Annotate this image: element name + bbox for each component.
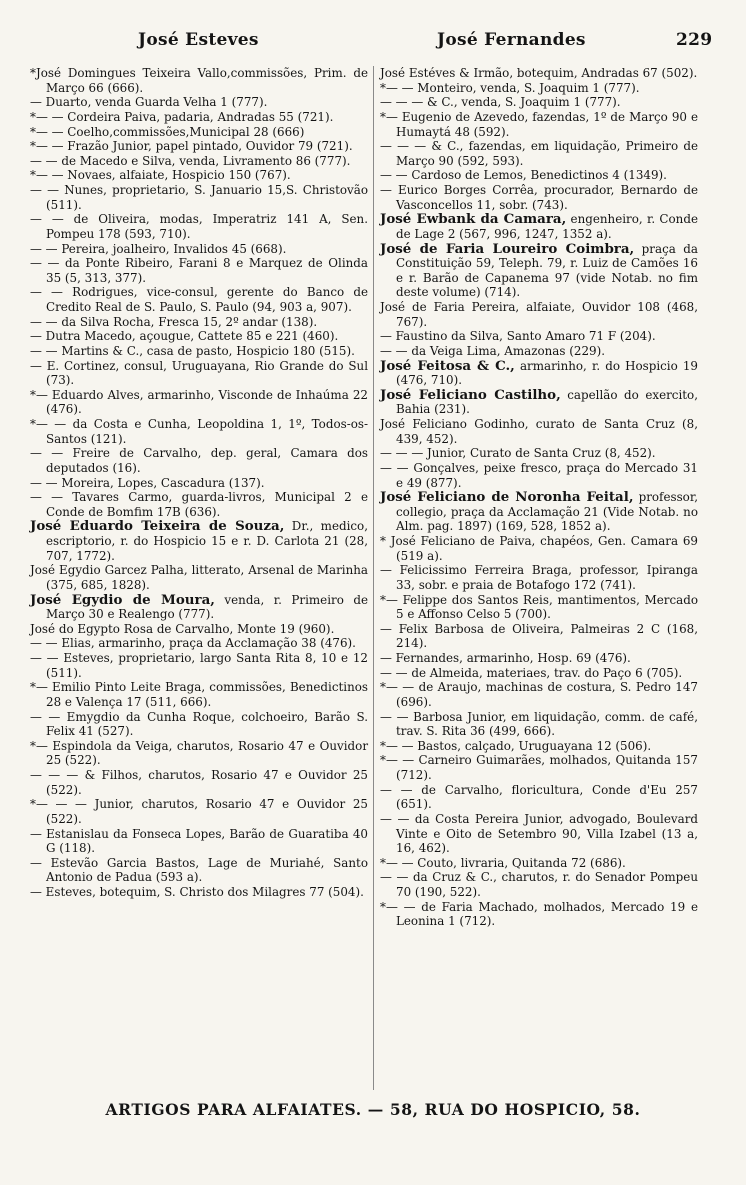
directory-entry bbox=[380, 183, 698, 212]
entry-text: José de Faria Pereira, alfaiate, Ouvidor 108 (468, 767). bbox=[380, 300, 698, 329]
directory-entry bbox=[380, 66, 698, 81]
entry-text: *— — Bastos, calçado, Uruguayana 12 (506). bbox=[380, 738, 652, 753]
entry-text: *— — Coelho,commissões,Municipal 28 (666) bbox=[30, 124, 305, 139]
entry-text: — — da Silva Rocha, Fresca 15, 2º andar (138). bbox=[30, 314, 318, 329]
directory-entry bbox=[30, 563, 368, 592]
directory-entry bbox=[380, 329, 698, 344]
directory-entry bbox=[30, 95, 368, 110]
directory-entry bbox=[380, 168, 698, 183]
entry-text: — Estevão Garcia Bastos, Lage de Muriahé, Santo Antonio de Padua (593 a). bbox=[30, 855, 368, 885]
entry-text: — — Moreira, Lopes, Cascadura (137). bbox=[30, 475, 265, 490]
entry-text: *— — — Junior, charutos, Rosario 47 e Ouvidor 25 (522). bbox=[30, 797, 368, 826]
entry-text: *— — Novaes, alfaiate, Hospicio 150 (767). bbox=[30, 168, 291, 183]
page-number: 229 bbox=[676, 30, 713, 50]
entry-text: *— Eduardo Alves, armarinho, Visconde de Inhaúma 22 (476). bbox=[30, 387, 368, 417]
entry-text: *— Espindola da Veiga, charutos, Rosario 47 e Ouvidor 25 (522). bbox=[30, 738, 368, 768]
directory-entry bbox=[30, 315, 368, 330]
entry-text: — Duarto, venda Guarda Velha 1 (777). bbox=[30, 95, 268, 110]
directory-entry bbox=[380, 139, 698, 168]
directory-entry bbox=[30, 593, 368, 622]
directory-entry bbox=[380, 666, 698, 681]
entry-name-bold: José Egydio de Moura, bbox=[30, 591, 215, 608]
entry-text: * José Feliciano de Paiva, chapéos, Gen. Camara 69 (519 a). bbox=[380, 534, 698, 563]
directory-entry bbox=[380, 812, 698, 856]
entry-name-bold: José Feliciano de Noronha Feital, bbox=[380, 489, 634, 506]
entry-text: — Felix Barbosa de Oliveira, Palmeiras 2 C (168, 214). bbox=[380, 621, 698, 651]
entry-name-bold: José Feliciano Castilho, bbox=[380, 386, 561, 403]
entry-text: — — Nunes, proprietario, S. Januario 15,S. Christovão (511). bbox=[30, 183, 368, 212]
directory-entry bbox=[30, 739, 368, 768]
entry-text: — — Barbosa Junior, em liquidação, comm. de café, trav. S. Rita 36 (499, 666). bbox=[380, 709, 698, 739]
directory-entry bbox=[380, 490, 698, 534]
directory-entry bbox=[30, 636, 368, 651]
entry-text: *— Emilio Pinto Leite Braga, commissões, Benedictinos 28 e Valença 17 (511, 666). bbox=[30, 680, 368, 709]
entry-text: — — Cardoso de Lemos, Benedictinos 4 (1349). bbox=[380, 168, 667, 183]
entry-text: professor, collegio, praça da Acclamação 21 (Vide Notab. no Alm. pag. 1897) (169, 528, 1852 a). bbox=[396, 490, 698, 534]
directory-entry bbox=[30, 622, 368, 637]
entry-text: venda, r. Primeiro de Março 30 e Realengo (777). bbox=[46, 592, 368, 622]
entry-text: — — da Ponte Ribeiro, Farani 8 e Marquez de Olinda 35 (5, 313, 377). bbox=[30, 256, 368, 285]
directory-entry bbox=[380, 446, 698, 461]
directory-entry bbox=[30, 797, 368, 826]
directory-entry bbox=[30, 476, 368, 491]
directory-entry bbox=[30, 490, 368, 519]
entry-text: *— — Cordeira Paiva, padaria, Andradas 55 (721). bbox=[30, 109, 334, 124]
entry-text: engenheiro, r. Conde de Lage 2 (567, 996, 1247, 1352 a). bbox=[396, 212, 698, 241]
entry-text: — Dutra Macedo, açougue, Cattete 85 e 221 (460). bbox=[30, 329, 339, 344]
directory-entry bbox=[30, 768, 368, 797]
directory-entry bbox=[30, 417, 368, 446]
directory-entry bbox=[30, 344, 368, 359]
entry-text: — Felicissimo Ferreira Braga, professor, Ipiranga 33, sobr. e praia de Botafogo 172 (741). bbox=[380, 563, 698, 592]
directory-entry bbox=[380, 710, 698, 739]
entry-text: — — da Cruz & C., charutos, r. do Senador Pompeu 70 (190, 522). bbox=[380, 870, 698, 899]
directory-entry bbox=[380, 110, 698, 139]
directory-entry bbox=[30, 110, 368, 125]
entry-name-bold: José de Faria Loureiro Coimbra, bbox=[380, 240, 635, 257]
directory-entry bbox=[30, 710, 368, 739]
directory-entry bbox=[30, 183, 368, 212]
entry-text: *— Eugenio de Azevedo, fazendas, 1º de Março 90 e Humaytá 48 (592). bbox=[380, 109, 698, 139]
directory-entry bbox=[30, 651, 368, 680]
entry-text: *— — de Faria Machado, molhados, Mercado 19 e Leonina 1 (712). bbox=[380, 899, 698, 929]
entry-text: — — da Veiga Lima, Amazonas (229). bbox=[380, 343, 606, 358]
entry-text: — — de Macedo e Silva, venda, Livramento 86 (777). bbox=[30, 153, 351, 168]
entry-text: José Feliciano Godinho, curato de Santa Cruz (8, 439, 452). bbox=[380, 417, 698, 446]
entry-text: capellão do exercito, Bahia (231). bbox=[396, 387, 698, 417]
directory-entry bbox=[380, 783, 698, 812]
directory-entry bbox=[30, 519, 368, 563]
directory-entry bbox=[30, 212, 368, 241]
entry-text: *— — Carneiro Guimarães, molhados, Quitanda 157 (712). bbox=[380, 753, 698, 782]
directory-entry bbox=[380, 359, 698, 388]
directory-entry bbox=[380, 856, 698, 871]
directory-entry bbox=[380, 563, 698, 592]
entry-text: *— Felippe dos Santos Reis, mantimentos, Mercado 5 e Affonso Celso 5 (700). bbox=[380, 592, 698, 622]
entry-text: *— — Frazão Junior, papel pintado, Ouvidor 79 (721). bbox=[30, 139, 353, 154]
entry-text: — E. Cortinez, consul, Uruguayana, Rio Grande do Sul (73). bbox=[30, 358, 368, 388]
entry-text: — Esteves, botequim, S. Christo dos Milagres 77 (504). bbox=[30, 885, 364, 899]
entry-text: — — Tavares Carmo, guarda-livros, Municipal 2 e Conde de Bomfim 17B (636). bbox=[30, 490, 368, 519]
entry-text: — — — & C., fazendas, em liquidação, Primeiro de Março 90 (592, 593). bbox=[380, 139, 698, 168]
entry-text: — — Elias, armarinho, praça da Acclamação 38 (476). bbox=[30, 636, 356, 651]
entry-text: *— — Couto, livraria, Quitanda 72 (686). bbox=[380, 855, 626, 870]
left-column bbox=[30, 66, 368, 900]
entry-text: — — de Almeida, materiaes, trav. do Paço 6 (705). bbox=[380, 665, 683, 680]
directory-entry bbox=[30, 242, 368, 257]
entry-text: José Egydio Garcez Palha, litterato, Arsenal de Marinha (375, 685, 1828). bbox=[30, 563, 368, 592]
entry-text: — — da Costa Pereira Junior, advogado, Boulevard Vinte e Oito de Setembro 90, Villa Izabel (13 a, 16, 462). bbox=[380, 811, 698, 856]
entry-text: — — Emygdio da Cunha Roque, colchoeiro, Barão S. Felix 41 (527). bbox=[30, 709, 368, 739]
entry-text: *José Domingues Teixeira Vallo,commissões, Prim. de Março 66 (666). bbox=[30, 66, 368, 95]
entry-text: — — — & Filhos, charutos, Rosario 47 e Ouvidor 25 (522). bbox=[30, 768, 368, 797]
directory-entry bbox=[380, 242, 698, 301]
directory-entry bbox=[380, 388, 698, 417]
entry-name-bold: José Feitosa & C., bbox=[380, 357, 515, 374]
entry-text: — — Rodrigues, vice-consul, gerente do Banco de Credito Real de S. Paulo, S. Paulo (94, 903 a, 907). bbox=[30, 285, 368, 314]
entry-text: — — Freire de Carvalho, dep. geral, Camara dos deputados (16). bbox=[30, 446, 368, 475]
running-head-left: José Esteves bbox=[138, 30, 259, 50]
entry-text: — — de Carvalho, floricultura, Conde d'Eu 257 (651). bbox=[380, 782, 698, 812]
directory-entry bbox=[30, 66, 368, 95]
entry-text: — — Martins & C., casa de pasto, Hospicio 180 (515). bbox=[30, 343, 355, 358]
right-column bbox=[380, 66, 698, 929]
entry-text: — — — & C., venda, S. Joaquim 1 (777). bbox=[380, 95, 621, 110]
entry-text: — Estanislau da Fonseca Lopes, Barão de Guaratiba 40 G (118). bbox=[30, 826, 368, 856]
entry-name-bold: José Eduardo Teixeira de Souza, bbox=[30, 518, 285, 535]
directory-entry bbox=[30, 285, 368, 314]
entry-text: — — Esteves, proprietario, largo Santa Rita 8, 10 e 12 (511). bbox=[30, 651, 368, 680]
directory-entry bbox=[380, 417, 698, 446]
directory-entry bbox=[30, 359, 368, 388]
directory-entry bbox=[30, 885, 368, 900]
directory-entry bbox=[380, 622, 698, 651]
entry-text: — — de Oliveira, modas, Imperatriz 141 A, Sen. Pompeu 178 (593, 710). bbox=[30, 212, 368, 241]
column-divider bbox=[373, 66, 374, 1090]
directory-entry bbox=[30, 827, 368, 856]
directory-entry bbox=[30, 329, 368, 344]
directory-entry bbox=[30, 388, 368, 417]
page-header bbox=[0, 30, 746, 58]
directory-entry bbox=[380, 900, 698, 929]
directory-entry bbox=[30, 154, 368, 169]
entry-text: — — Gonçalves, peixe fresco, praça do Mercado 31 e 49 (877). bbox=[380, 460, 698, 490]
entry-text: — — — Junior, Curato de Santa Cruz (8, 452). bbox=[380, 446, 656, 461]
directory-entry bbox=[380, 870, 698, 899]
directory-entry bbox=[380, 344, 698, 359]
directory-entry bbox=[30, 125, 368, 140]
directory-entry bbox=[30, 139, 368, 154]
entry-text: José do Egypto Rosa de Carvalho, Monte 19 (960). bbox=[30, 621, 335, 636]
directory-entry bbox=[30, 680, 368, 709]
directory-entry bbox=[30, 168, 368, 183]
directory-entry bbox=[380, 461, 698, 490]
directory-entry bbox=[30, 856, 368, 885]
entry-text: *— — Monteiro, venda, S. Joaquim 1 (777). bbox=[380, 80, 640, 95]
entry-text: Dr., medico, escriptorio, r. do Hospicio 15 e r. D. Carlota 21 (28, 707, 1772). bbox=[46, 519, 368, 563]
directory-entry bbox=[380, 753, 698, 782]
entry-text: — Eurico Borges Corrêa, procurador, Bernardo de Vasconcellos 11, sobr. (743). bbox=[380, 183, 698, 212]
entry-text: *— — da Costa e Cunha, Leopoldina 1, 1º, Todos-os-Santos (121). bbox=[30, 417, 368, 446]
advertisement-footer: ARTIGOS PARA ALFAIATES. — 58, RUA DO HOSPICIO, 58. bbox=[105, 1100, 641, 1119]
directory-entry bbox=[380, 212, 698, 241]
entry-text: José Estéves & Irmão, botequim, Andradas 67 (502). bbox=[380, 66, 698, 80]
entry-text: praça da Constituição 59, Teleph. 79, r. Luiz de Camões 16 e r. Barão de Capanema 97 (vide Notab. no fim deste volume) (714). bbox=[396, 241, 698, 300]
entry-text: — Fernandes, armarinho, Hosp. 69 (476). bbox=[380, 651, 631, 665]
directory-entry bbox=[380, 739, 698, 754]
directory-entry bbox=[30, 256, 368, 285]
entry-text: *— — de Araujo, machinas de costura, S. Pedro 147 (696). bbox=[380, 680, 698, 709]
directory-entry bbox=[30, 446, 368, 475]
directory-entry bbox=[380, 651, 698, 666]
directory-entry bbox=[380, 534, 698, 563]
directory-entry bbox=[380, 300, 698, 329]
directory-entry bbox=[380, 680, 698, 709]
entry-text: armarinho, r. do Hospicio 19 (476, 710). bbox=[396, 358, 698, 388]
entry-text: — Faustino da Silva, Santo Amaro 71 F (204). bbox=[380, 329, 656, 344]
directory-entry bbox=[380, 81, 698, 96]
entry-name-bold: José Ewbank da Camara, bbox=[380, 211, 567, 228]
directory-entry bbox=[380, 593, 698, 622]
directory-entry bbox=[380, 95, 698, 110]
running-head-right: José Fernandes bbox=[437, 30, 586, 50]
entry-text: — — Pereira, joalheiro, Invalidos 45 (668). bbox=[30, 241, 287, 256]
